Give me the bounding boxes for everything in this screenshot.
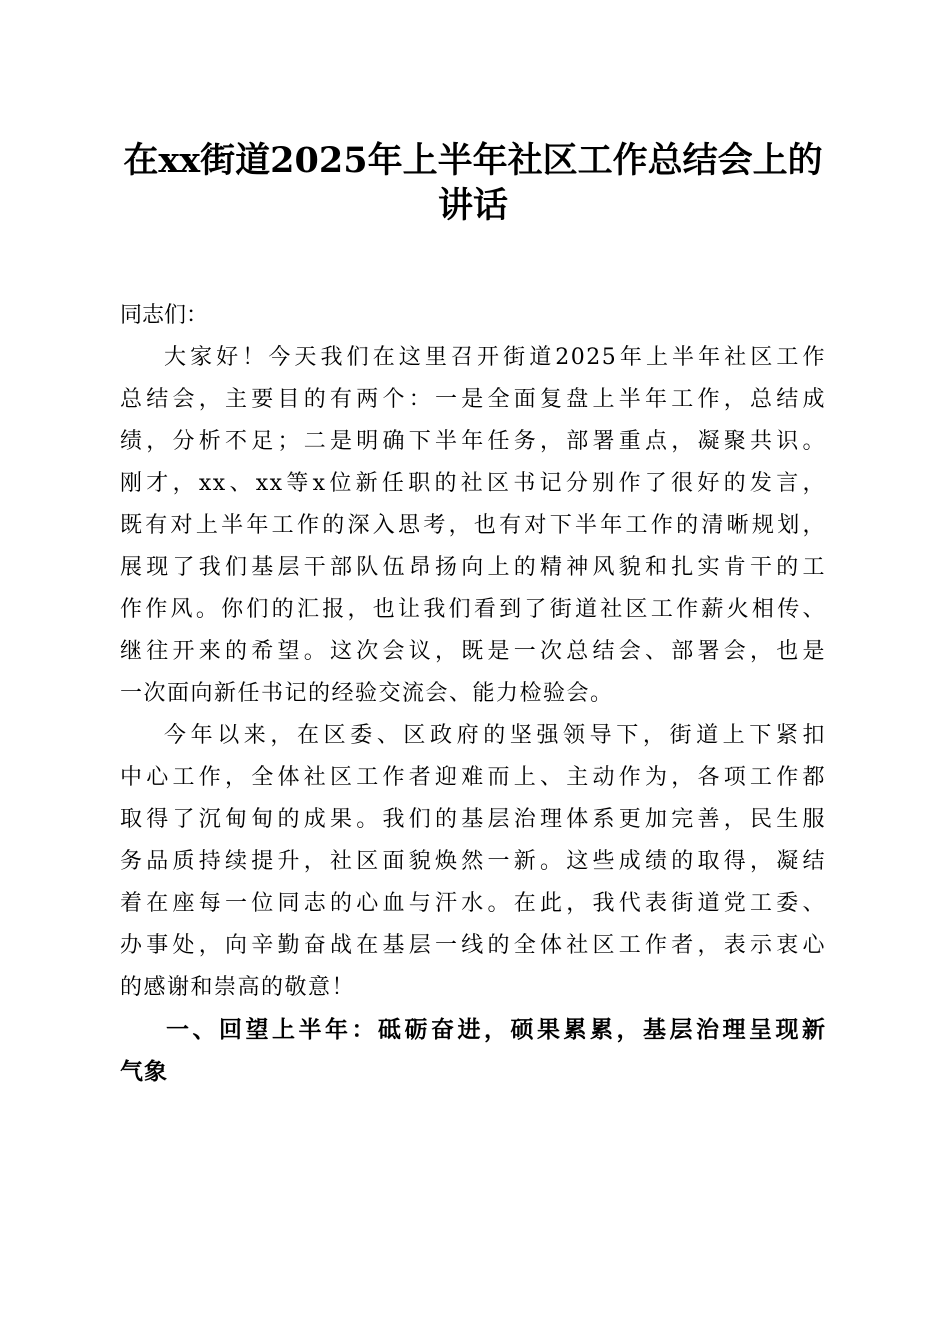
paragraph-line: 展现了我们基层干部队伍昂扬向上的精神风貌和扎实肯干的工 bbox=[120, 555, 826, 580]
section-heading bbox=[120, 1009, 826, 1093]
paragraph-line: 的感谢和崇高的敬意！ bbox=[120, 975, 356, 1000]
heading-line: 一、回望上半年：砥砺奋进，硕果累累，基层治理呈现新 bbox=[166, 1017, 826, 1043]
paragraph-line: 绩，分析不足；二是明确下半年任务，部署重点，凝聚共识。 bbox=[120, 429, 826, 454]
salutation: 同志们： bbox=[120, 303, 209, 328]
paragraph-line: 办事处，向辛勤奋战在基层一线的全体社区工作者，表示衷心 bbox=[120, 933, 826, 958]
heading-line: 气象 bbox=[120, 1059, 168, 1085]
document-title bbox=[120, 138, 826, 228]
paragraph-line: 大家好！今天我们在这里召开街道2025年上半年社区工作 bbox=[164, 345, 826, 370]
paragraph-line: 总结会，主要目的有两个：一是全面复盘上半年工作，总结成 bbox=[120, 387, 826, 412]
document-page bbox=[120, 0, 826, 1093]
paragraph-line: 取得了沉甸甸的成果。我们的基层治理体系更加完善，民生服 bbox=[120, 807, 826, 832]
paragraph-line: 刚才，xx、xx等x位新任职的社区书记分别作了很好的发言， bbox=[120, 471, 826, 496]
paragraph-line: 着在座每一位同志的心血与汗水。在此，我代表街道党工委、 bbox=[120, 891, 826, 916]
paragraph-line: 一次面向新任书记的经验交流会、能力检验会。 bbox=[120, 681, 614, 706]
paragraph-line: 今年以来，在区委、区政府的坚强领导下，街道上下紧扣 bbox=[164, 723, 826, 748]
paragraph-line: 既有对上半年工作的深入思考，也有对下半年工作的清晰规划， bbox=[120, 513, 826, 538]
title-line-2: 讲话 bbox=[437, 185, 508, 226]
paragraph-line: 继往开来的希望。这次会议，既是一次总结会、部署会，也是 bbox=[120, 639, 826, 664]
paragraph-line: 中心工作，全体社区工作者迎难而上、主动作为，各项工作都 bbox=[120, 765, 826, 790]
title-line-1: 在xx街道2025年上半年社区工作总结会上的 bbox=[123, 140, 823, 181]
paragraph-2 bbox=[120, 715, 826, 1009]
paragraph-line: 作作风。你们的汇报，也让我们看到了街道社区工作薪火相传、 bbox=[120, 597, 826, 622]
paragraph-1 bbox=[120, 337, 826, 715]
paragraph-line: 务品质持续提升，社区面貌焕然一新。这些成绩的取得，凝结 bbox=[120, 849, 826, 874]
